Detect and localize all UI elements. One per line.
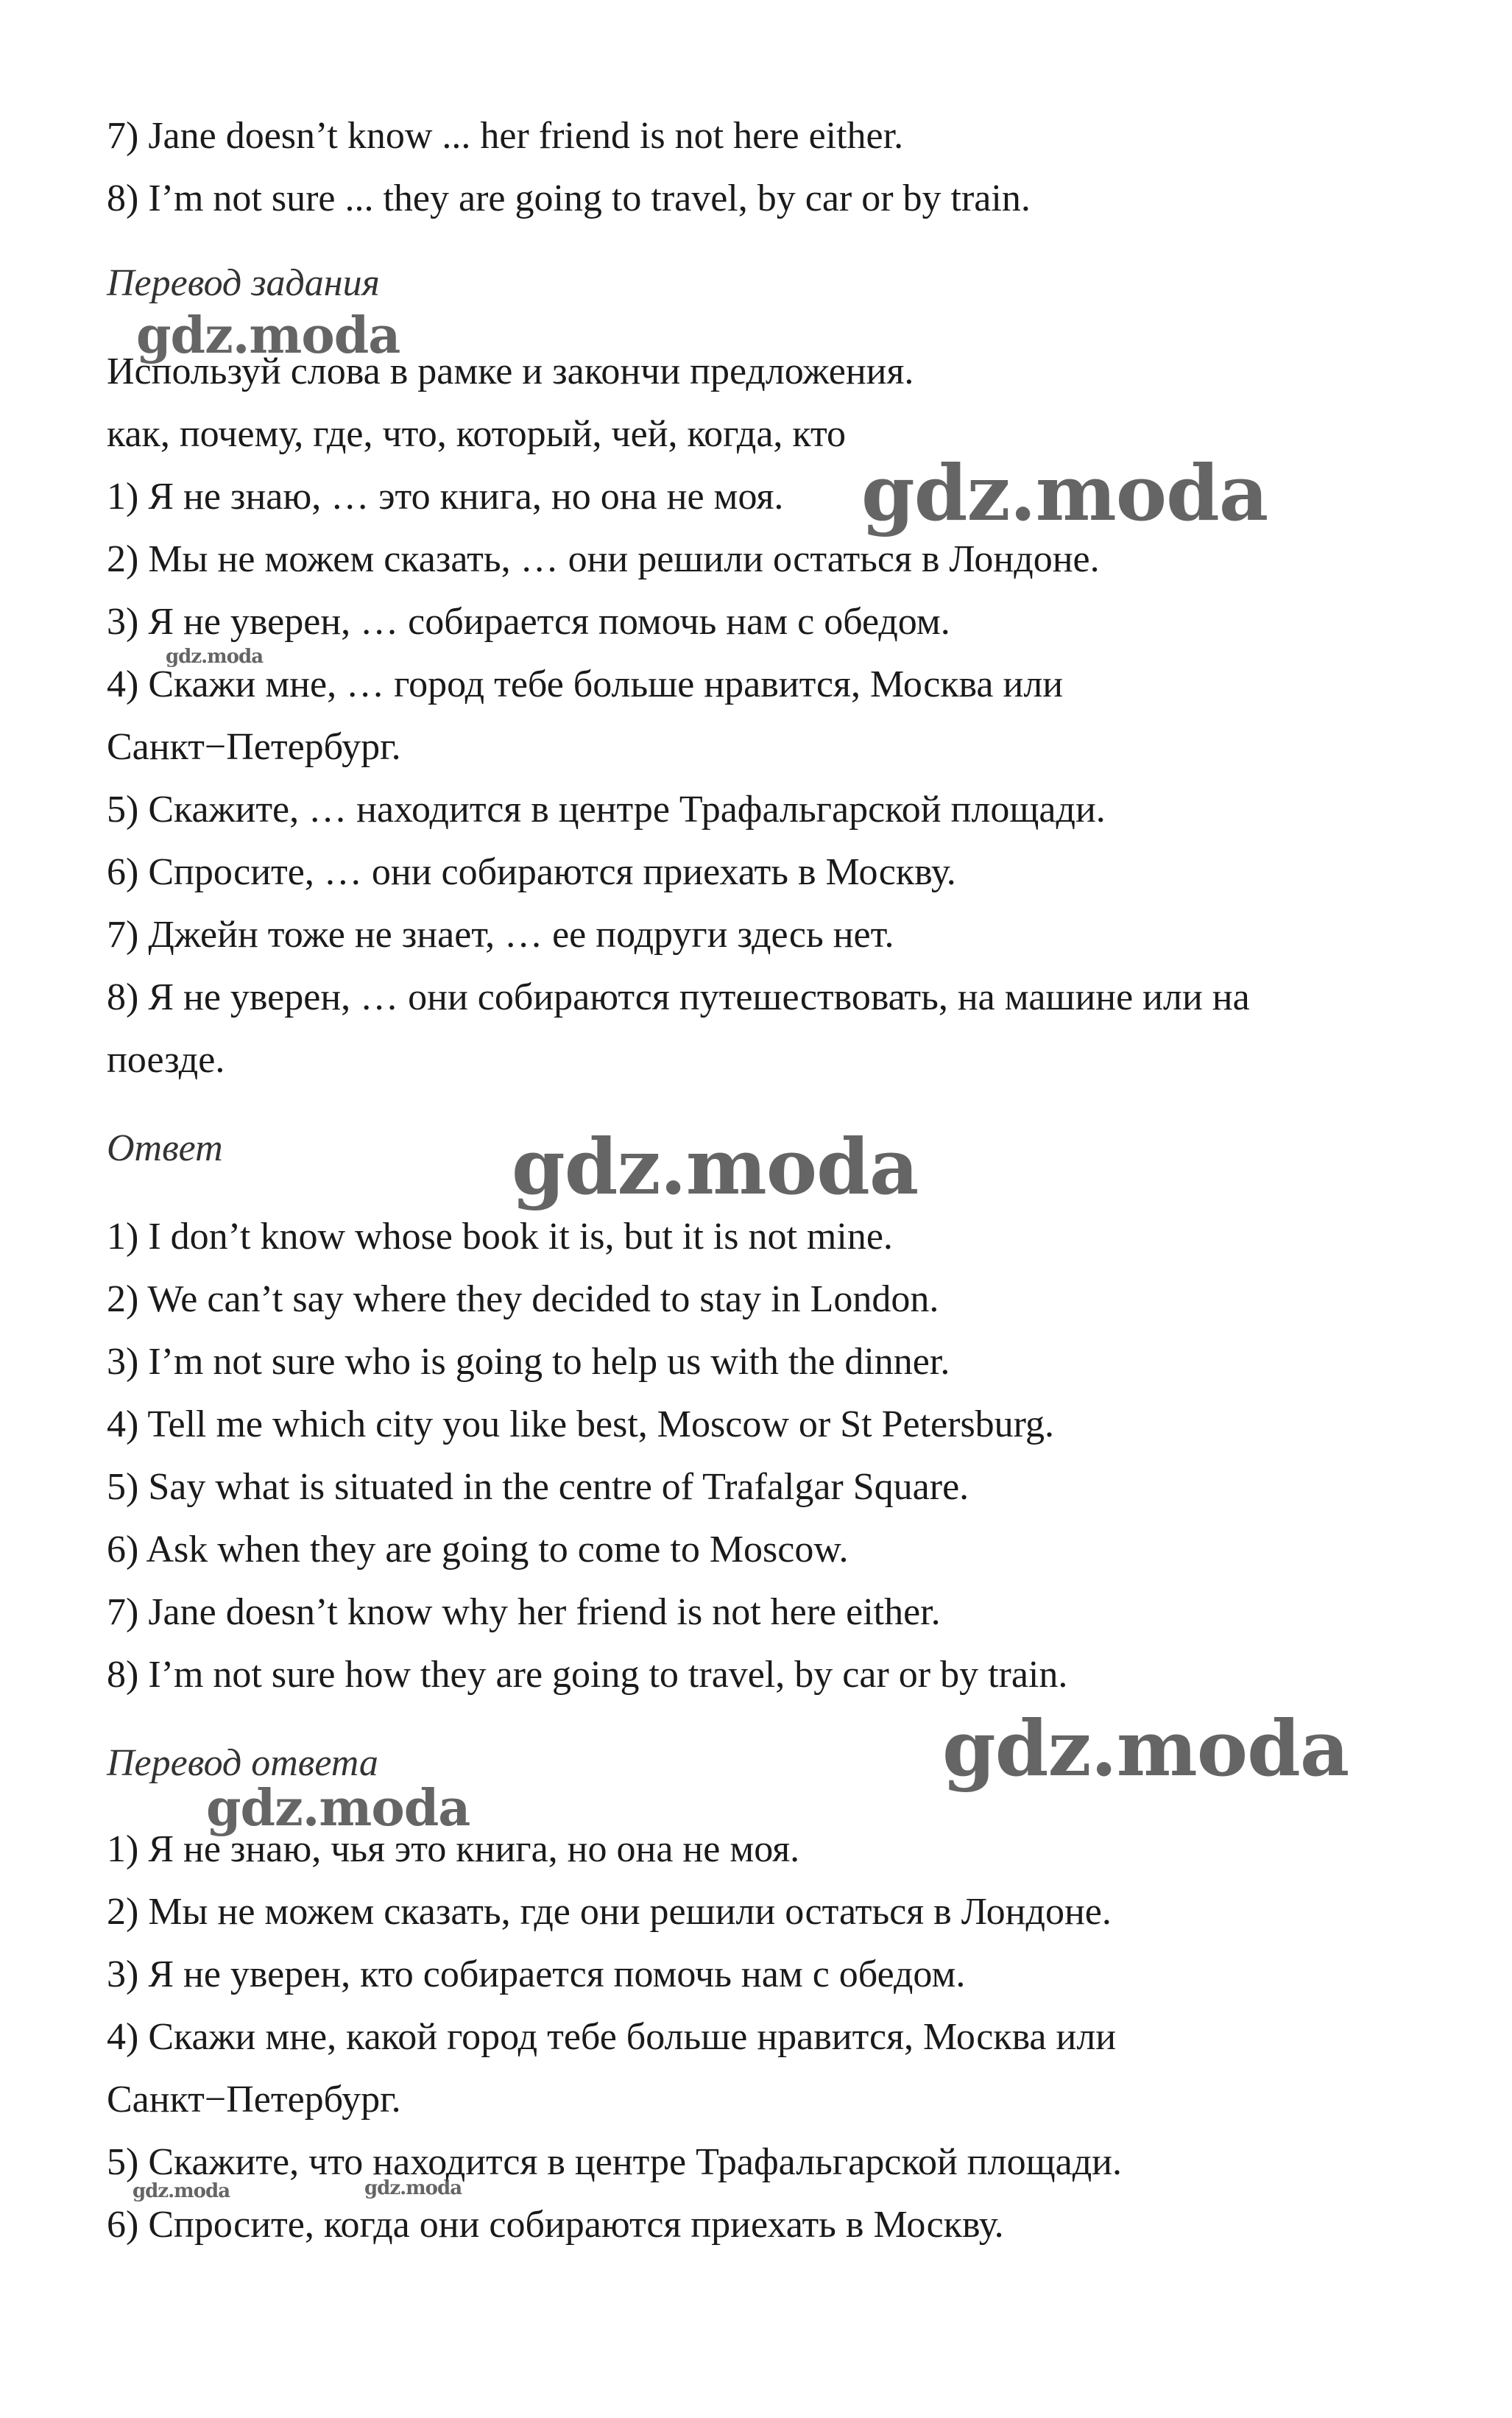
task-translation-line: Санкт−Петербург. [107,726,401,768]
task-line-7: 7) Jane doesn’t know ... her friend is not here either. [107,115,904,157]
watermark: gdz.moda [136,306,400,365]
task-line-8: 8) I’m not sure ... they are going to travel, by car or by train. [107,177,1031,219]
answer-line: 1) I don’t know whose book it is, but it is not mine. [107,1216,893,1258]
answer-translation-line: 4) Скажи мне, какой город тебе больше нравится, Москва или [107,2016,1117,2058]
task-translation-line: 3) Я не уверен, … собирается помочь нам с обедом. [107,601,950,643]
answer-line: 2) We can’t say where they decided to stay in London. [107,1278,939,1320]
answer-line: 8) I’m not sure how they are going to travel, by car or by train. [107,1654,1068,1696]
task-translation-line: 7) Джейн тоже не знает, … ее подруги здесь нет. [107,914,894,956]
task-translation-line: 8) Я не уверен, … они собираются путешествовать, на машине или на [107,976,1250,1018]
task-translation-line: 2) Мы не можем сказать, … они решили остаться в Лондоне. [107,538,1100,580]
answer-line: 5) Say what is situated in the centre of Trafalgar Square. [107,1466,969,1508]
task-translation-line: как, почему, где, что, который, чей, когда, кто [107,413,847,455]
task-translation-line: 5) Скажите, … находится в центре Трафальгарской площади. [107,789,1106,831]
watermark: gdz.moda [364,2177,462,2199]
watermark: gdz.moda [166,646,264,668]
answer-line: 6) Ask when they are going to come to Moscow. [107,1529,849,1571]
answer-translation-line: 2) Мы не можем сказать, где они решили остаться в Лондоне. [107,1891,1112,1933]
task-translation-line: Используй слова в рамке и закончи предложения. [107,350,914,392]
answer-line: 7) Jane doesn’t know why her friend is not here either. [107,1591,941,1633]
answer-translation-line: 1) Я не знаю, чья это книга, но она не моя. [107,1828,800,1870]
watermark: gdz.moda [512,1121,919,1212]
task-translation-line: 6) Спросите, … они собираются приехать в Москву. [107,851,956,893]
answer-translation-line: 6) Спросите, когда они собираются приехать в Москву. [107,2204,1004,2246]
task-translation-line: 1) Я не знаю, … это книга, но она не моя. [107,476,784,518]
answer-translation-heading: Перевод ответа [107,1742,378,1784]
answer-translation-line: 5) Скажите, что находится в центре Трафальгарской площади. [107,2141,1122,2183]
watermark: gdz.moda [206,1779,470,1838]
task-translation-heading: Перевод задания [107,262,380,304]
answer-translation-line: 3) Я не уверен, кто собирается помочь нам с обедом. [107,1953,966,1995]
task-translation-line: 4) Скажи мне, … город тебе больше нравится, Москва или [107,663,1064,705]
task-translation-line: поезде. [107,1039,225,1081]
watermark: gdz.moda [133,2180,230,2202]
answer-translation-line: Санкт−Петербург. [107,2079,401,2121]
answer-heading: Ответ [107,1127,223,1169]
answer-line: 4) Tell me which city you like best, Moscow or St Petersburg. [107,1403,1055,1445]
watermark: gdz.moda [861,448,1268,538]
answer-line: 3) I’m not sure who is going to help us with the dinner. [107,1341,950,1383]
watermark: gdz.moda [942,1703,1349,1794]
